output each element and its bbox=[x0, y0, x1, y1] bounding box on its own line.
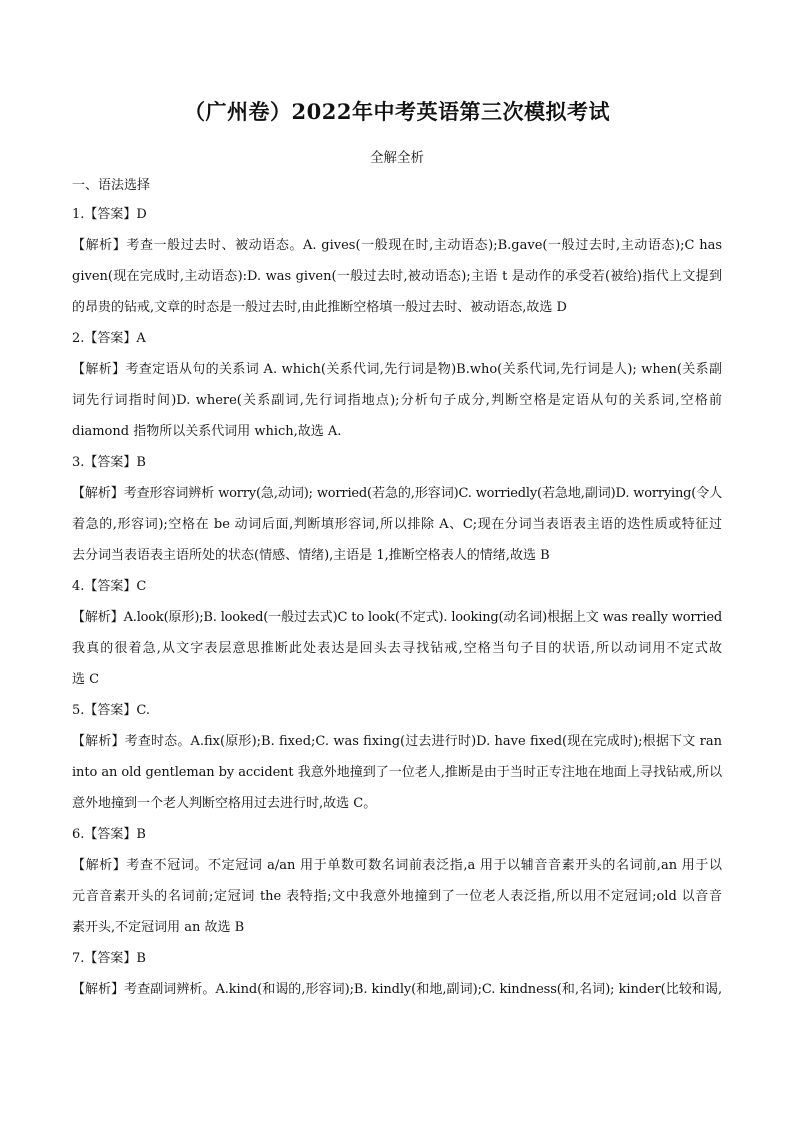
explanation-line: 我真的很着急,从文字表层意思推断此处表达是回头去寻找钻戒,空格当句子目的状语,所以动词用不定式故 bbox=[72, 641, 722, 656]
explanation-line: given(现在完成时,主动语态):D. was given(一般过去时,被动语态);主语 t 是动作的承受若(被给)指代上文提到 bbox=[72, 269, 722, 284]
explanation-line: 【解析】考查一般过去时、被动语态。A. gives(一般现在时,主动语态);B.gave(一般过去时,主动语态);C has bbox=[72, 238, 722, 253]
explanation-line: 素开头,不定冠词用 an 故选 B bbox=[72, 920, 245, 935]
explanation-line: 【解析】考查不冠词。不定冠词 a/an 用于单数可数名词前表泛指,a 用于以辅音音素开头的名词前,an 用于以 bbox=[72, 858, 722, 873]
explanation-line: 去分词当表语表主语所处的状态(情感、情绪),主语是 1,推断空格表人的情绪,故选 B bbox=[72, 548, 550, 563]
document-title: （广州卷）2022年中考英语第三次模拟考试 bbox=[184, 99, 610, 124]
answer-line: 3.【答案】B bbox=[72, 455, 146, 470]
explanation-line: 【解析】A.look(原形);B. looked(一般过去式)C to look(不定式). looking(动名词)根据上文 was really worried bbox=[72, 610, 722, 625]
answer-line: 7.【答案】B bbox=[72, 951, 146, 966]
explanation-line: into an old gentleman by accident 我意外地撞到了一位老人,推断是由于当时正专注地在地面上寻找钻戒,所以 bbox=[72, 765, 722, 780]
explanation-line: 词先行词指时间)D. where(关系副词,先行词指地点);分析句子成分,判断空格是定语从句的关系词,空格前 bbox=[72, 393, 722, 408]
explanation-line: 【解析】考查时态。A.fix(原形);B. fixed;C. was fixing(过去进行时)D. have fixed(现在完成时);根据下文 ran bbox=[72, 734, 722, 749]
answer-line: 2.【答案】A bbox=[72, 331, 146, 346]
explanation-line: 选 C bbox=[72, 672, 100, 687]
explanation-line: 【解析】考查副词辨析。A.kind(和谒的,形容词);B. kindly(和地,副词);C. kindness(和,名词); kinder(比较和谒, bbox=[72, 982, 722, 997]
explanation-line: 着急的,形容词);空格在 be 动词后面,判断填形容词,所以排除 A、C;现在分词当表语表主语的迭性质或特征过 bbox=[72, 517, 722, 532]
document-subtitle: 全解全析 bbox=[370, 150, 424, 166]
explanation-line: diamond 指物所以关系代词用 which,故选 A. bbox=[72, 424, 342, 439]
explanation-line: 【解析】考查形容词辨析 worry(急,动词); worried(若急的,形容词)C. worriedly(若急地,副词)D. worrying(令人 bbox=[72, 486, 722, 501]
explanation-line: 【解析】考查定语从句的关系词 A. which(关系代词,先行词是物)B.who(关系代词,先行词是人); when(关系副 bbox=[72, 362, 722, 377]
answer-line: 4.【答案】C bbox=[72, 579, 147, 594]
section-heading: 一、语法选择 bbox=[72, 178, 151, 193]
explanation-line: 元音音素开头的名词前;定冠词 the 表特指;文中我意外地撞到了一位老人表泛指,所以用不定冠词;old 以音音 bbox=[72, 889, 722, 904]
answer-line: 5.【答案】C. bbox=[72, 703, 151, 718]
answer-line: 1.【答案】D bbox=[72, 207, 147, 222]
answer-line: 6.【答案】B bbox=[72, 827, 146, 842]
explanation-line: 的昂贵的钻戒,文章的时态是一般过去时,由此推断空格填一般过去时、被动语态,故选 D bbox=[72, 300, 567, 315]
explanation-line: 意外地撞到一个老人判断空格用过去进行时,故选 C。 bbox=[72, 796, 377, 811]
